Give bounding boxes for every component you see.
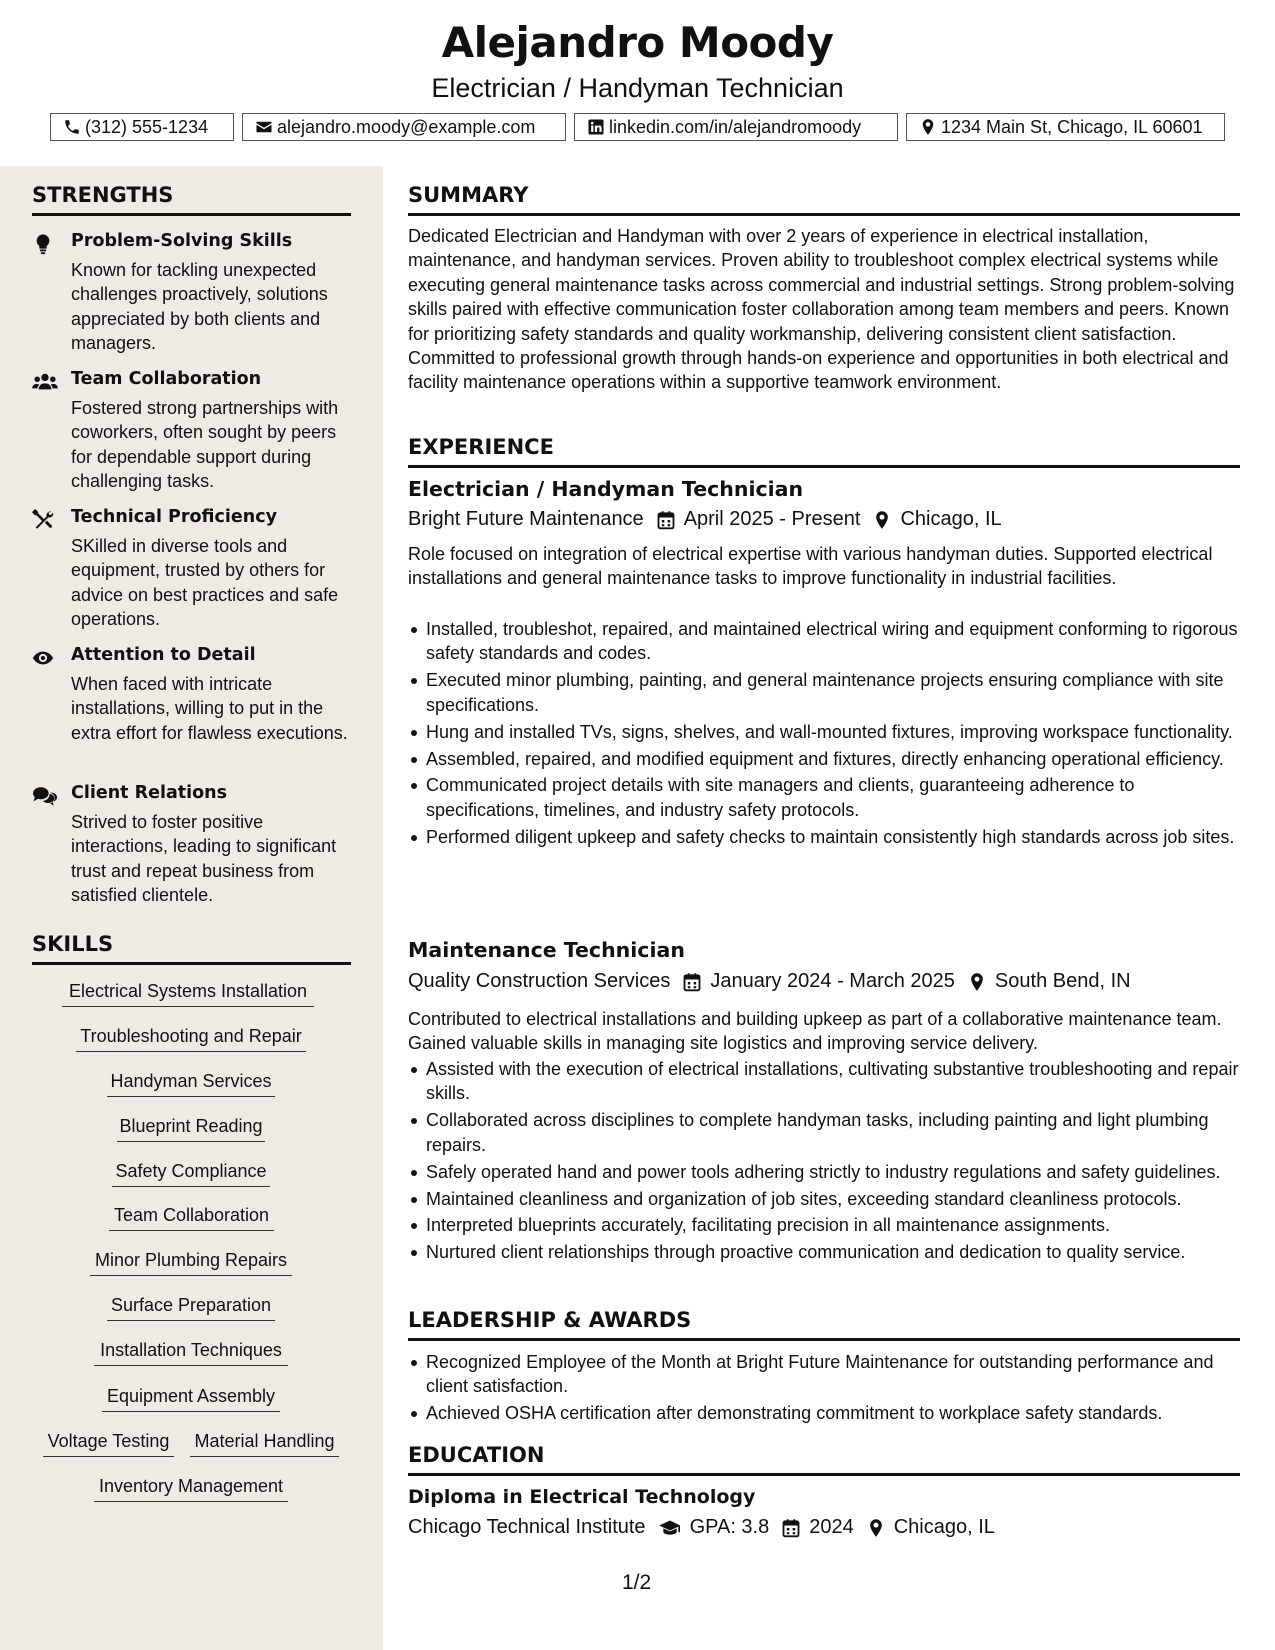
users-icon [32, 371, 58, 393]
strength-title: Attention to Detail [71, 645, 256, 665]
section-rule [408, 465, 1240, 468]
list-item: Collaborated across disciplines to complete handyman tasks, including painting and light plumbing repairs. [426, 1108, 1240, 1157]
strength-title: Technical Proficiency [71, 507, 277, 527]
education-location: Chicago, IL [893, 1516, 995, 1538]
job-location: South Bend, IN [994, 970, 1131, 992]
job-description: Contributed to electrical installations and building upkeep as part of a collaborative maintenance team. Gained valuable skills in managing site logistics and improving service delivery. [408, 1009, 1222, 1054]
calendar-icon [781, 1518, 801, 1538]
list-item: Hung and installed TVs, signs, shelves, and wall-mounted fixtures, improving workspace functionality. [426, 720, 1240, 744]
list-item: Maintained cleanliness and organization of job sites, exceeding standard cleanliness protocols. [426, 1187, 1240, 1211]
education-year: 2024 [809, 1516, 854, 1538]
list-item: Recognized Employee of the Month at Bright Future Maintenance for outstanding performance and client satisfaction. [426, 1350, 1240, 1399]
section-rule [408, 1338, 1240, 1341]
leadership-bullets [408, 1350, 1240, 1428]
list-item: Communicated project details with site managers and clients, guaranteeing adherence to specifications, timelines, and industry safety protocols. [426, 773, 1240, 822]
skill-tag: Voltage Testing [43, 1431, 174, 1457]
skill-tag: Safety Compliance [112, 1161, 270, 1187]
strength-description: When faced with intricate installations, willing to put in the extra effort for flawless executions. [71, 674, 348, 743]
education-heading: EDUCATION [408, 1443, 545, 1467]
strength-title: Team Collaboration [71, 369, 262, 389]
email-text: alejandro.moody@example.com [277, 116, 536, 137]
comments-icon [32, 785, 57, 807]
contact-address [906, 113, 1225, 141]
job-bullets [408, 617, 1240, 852]
skill-tag: Inventory Management [94, 1476, 288, 1502]
skill-tag: Installation Techniques [94, 1340, 288, 1366]
strengths-section-header [32, 183, 351, 216]
skill-tag: Equipment Assembly [102, 1386, 280, 1412]
leadership-section-header [408, 1308, 1240, 1341]
job-company: Quality Construction Services [408, 970, 671, 992]
contact-bar [0, 113, 1275, 141]
strength-description: Known for tackling unexpected challenges proactively, solutions appreciated by both clients and managers. [71, 260, 328, 354]
phone-icon [63, 118, 81, 136]
graduation-cap-icon [658, 1518, 682, 1538]
education-degree: Diploma in Electrical Technology [408, 1486, 756, 1508]
skills-heading: SKILLS [32, 932, 114, 956]
job-title: Maintenance Technician [408, 938, 685, 962]
education-school: Chicago Technical Institute [408, 1516, 646, 1538]
resume-header [0, 0, 1275, 166]
skill-tag: Material Handling [190, 1431, 339, 1457]
address-text: 1234 Main St, Chicago, IL 60601 [941, 116, 1203, 137]
section-rule [408, 213, 1240, 216]
experience-section-header [408, 435, 1240, 468]
page-number: 1/2 [622, 1571, 652, 1594]
list-item: Assembled, repaired, and modified equipment and fixtures, directly enhancing operational efficiency. [426, 747, 1240, 771]
list-item: Performed diligent upkeep and safety checks to maintain consistently high standards across job sites. [426, 825, 1240, 849]
envelope-icon [255, 118, 273, 136]
skill-tag: Surface Preparation [107, 1295, 275, 1321]
section-rule [32, 962, 351, 965]
eye-icon [32, 647, 54, 669]
summary-heading: SUMMARY [408, 183, 529, 207]
list-item: Safely operated hand and power tools adhering strictly to industry regulations and safety guidelines. [426, 1160, 1240, 1184]
list-item: Installed, troubleshot, repaired, and maintained electrical wiring and equipment conforming to rigorous safety standards and codes. [426, 617, 1240, 666]
education-section-header [408, 1443, 1240, 1476]
job-meta [408, 508, 1240, 531]
skill-tag: Handyman Services [107, 1071, 275, 1097]
skill-tag: Troubleshooting and Repair [76, 1026, 306, 1052]
job-location: Chicago, IL [900, 508, 1002, 530]
job-title: Electrician / Handyman Technician [408, 477, 804, 501]
skill-tag: Team Collaboration [109, 1205, 274, 1231]
strengths-heading: STRENGTHS [32, 183, 174, 207]
map-marker-icon [872, 510, 892, 530]
education-gpa: GPA: 3.8 [689, 1516, 770, 1538]
job-meta [408, 970, 1240, 993]
candidate-name: Alejandro Moody [441, 18, 834, 67]
skill-tag: Electrical Systems Installation [62, 981, 314, 1007]
candidate-title: Electrician / Handyman Technician [431, 73, 844, 103]
summary-text: Dedicated Electrician and Handyman with over 2 years of experience in electrical installation, maintenance, and handyman services. Proven ability to troubleshoot complex electrical systems while executing general maintenance tasks across commercial and industrial settings. Strong problem-solving skills paired with effective communication foster collaboration among team members and peers. Known for prioritizing safety standards and quality workmanship, delivering consistent client satisfaction. Committed to professional growth through hands-on experience and opportunities in both electrical and facility maintenance operations within a supportive teamwork environment. [408, 226, 1235, 393]
section-rule [408, 1473, 1240, 1476]
strength-description: Strived to foster positive interactions, leading to significant trust and repeat business from satisfied clientele. [71, 812, 337, 906]
skills-section-header [32, 932, 351, 965]
map-marker-icon [866, 1518, 886, 1538]
lightbulb-icon [32, 233, 54, 255]
tools-icon [32, 509, 54, 531]
list-item: Executed minor plumbing, painting, and general maintenance projects ensuring compliance with site specifications. [426, 668, 1240, 717]
job-company: Bright Future Maintenance [408, 508, 644, 530]
map-marker-icon [967, 972, 987, 992]
education-meta [408, 1516, 1240, 1539]
list-item: Interpreted blueprints accurately, facilitating precision in all maintenance assignments. [426, 1213, 1240, 1237]
summary-section-header [408, 183, 1240, 216]
strength-description: SKilled in diverse tools and equipment, trusted by others for advice on best practices and safe operations. [71, 536, 339, 630]
job-dates: January 2024 - March 2025 [710, 970, 955, 992]
job-description: Role focused on integration of electrical expertise with various handyman duties. Supported electrical installations and general maintenance tasks to improve functionality in industrial facilities. [408, 544, 1213, 589]
experience-heading: EXPERIENCE [408, 435, 554, 459]
leadership-heading: LEADERSHIP & AWARDS [408, 1308, 692, 1332]
list-item: Nurtured client relationships through proactive communication and dedication to quality service. [426, 1240, 1240, 1264]
list-item: Achieved OSHA certification after demonstrating commitment to workplace safety standards. [426, 1401, 1240, 1425]
skill-tag: Minor Plumbing Repairs [90, 1250, 292, 1276]
map-marker-icon [919, 118, 937, 136]
skill-tag: Blueprint Reading [117, 1116, 265, 1142]
calendar-icon [656, 510, 676, 530]
linkedin-icon [587, 118, 605, 136]
job-dates: April 2025 - Present [683, 508, 861, 530]
calendar-icon [682, 972, 702, 992]
phone-text: (312) 555-1234 [85, 116, 209, 137]
section-rule [32, 213, 351, 216]
contact-email[interactable] [242, 113, 566, 141]
strength-description: Fostered strong partnerships with coworkers, often sought by peers for dependable support during challenging tasks. [71, 398, 339, 492]
strength-title: Client Relations [71, 783, 228, 803]
list-item: Assisted with the execution of electrical installations, cultivating substantive troubleshooting and repair skills. [426, 1057, 1240, 1106]
contact-linkedin[interactable] [574, 113, 898, 141]
job-bullets [408, 1057, 1240, 1267]
contact-phone [50, 113, 234, 141]
strength-title: Problem-Solving Skills [71, 231, 293, 251]
linkedin-text: linkedin.com/in/alejandromoody [609, 116, 862, 137]
